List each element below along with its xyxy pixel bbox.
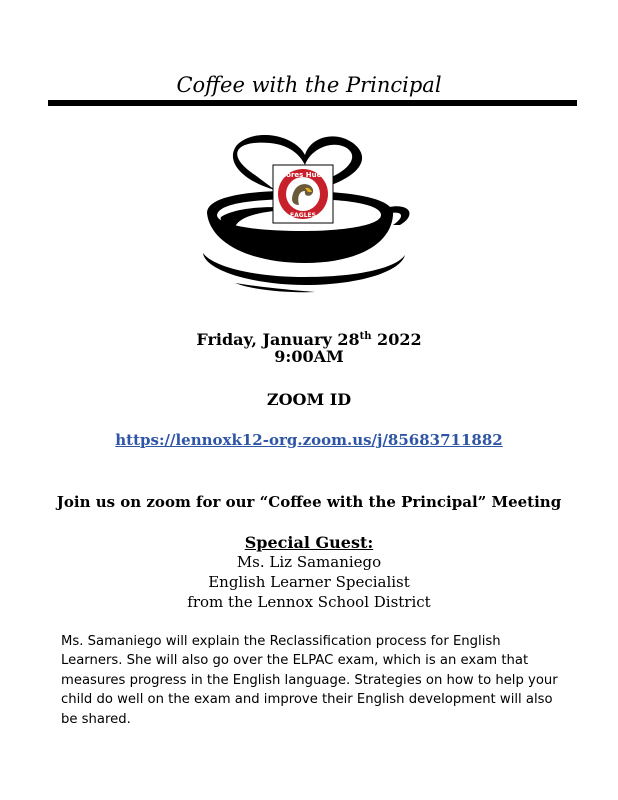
event-date-main: Friday, January 28 xyxy=(196,330,360,349)
coffee-cup-logo xyxy=(195,135,425,295)
event-date-ordinal: th xyxy=(359,331,372,342)
badge-bottom-text: EAGLES xyxy=(290,212,316,219)
description-paragraph: Ms. Samaniego will explain the Reclassification process for English Learners. She will also go over the ELPAC exam, which is an exam that measures progress in the English language. Strategies on how to help your child do well on the exam and improve their English development will also be shared. xyxy=(61,634,558,727)
guest-role: English Learner Specialist xyxy=(208,573,410,591)
zoom-meeting-link[interactable]: https://lennoxk12-org.zoom.us/j/85683711882 xyxy=(115,431,503,449)
invitation-text: Join us on zoom for our “Coffee with the Principal” Meeting xyxy=(56,493,562,511)
guest-organization: from the Lennox School District xyxy=(187,593,431,611)
event-time: 9:00AM xyxy=(274,347,344,366)
guest-name: Ms. Liz Samaniego xyxy=(236,553,382,571)
special-guest-heading: Special Guest: xyxy=(244,533,374,552)
zoom-id-label: ZOOM ID xyxy=(266,390,352,409)
title-underline-divider xyxy=(48,100,577,106)
badge-top-text: Dolores Huerta xyxy=(273,171,333,179)
event-date-year: 2022 xyxy=(371,330,422,349)
page-title: Coffee with the Principal xyxy=(176,73,442,97)
